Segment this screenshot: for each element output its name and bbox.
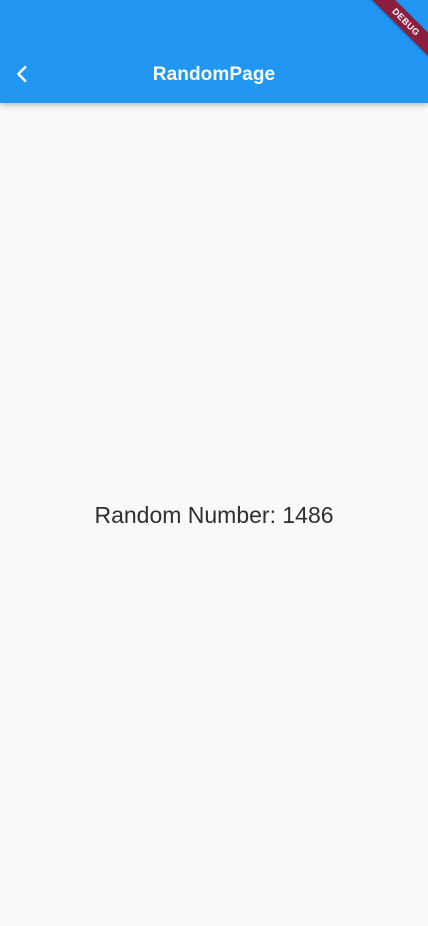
random-number-text: Random Number: 1486 — [94, 502, 334, 528]
page-title: RandomPage — [152, 64, 276, 85]
app-bar — [0, 0, 428, 103]
debug-ribbon-label: DEBUG — [366, 0, 428, 62]
